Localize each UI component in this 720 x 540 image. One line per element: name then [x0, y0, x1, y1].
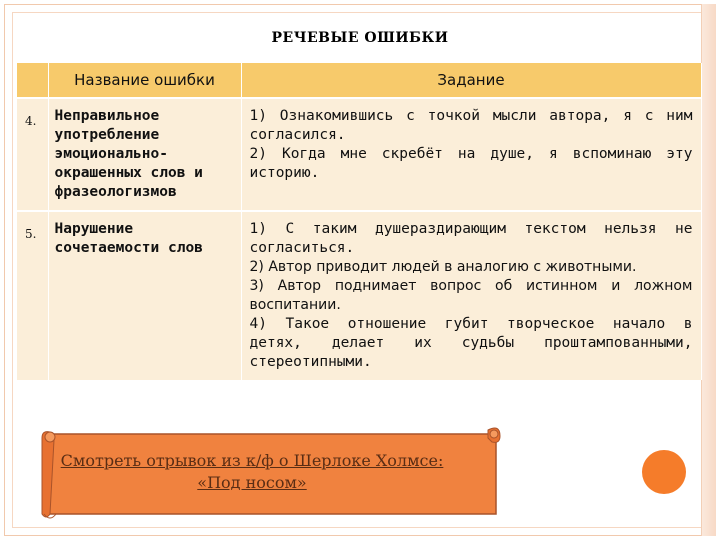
error-name: Неправильное употребление эмоционально-окрашенных слов и фразеологизмов — [48, 98, 241, 211]
errors-table — [17, 63, 702, 380]
film-clip-link[interactable]: Смотреть отрывок из к/ф о Шерлоке Холмсе: «Под носом» — [60, 451, 444, 492]
task-item: 2) Автор приводит людей в аналогию с животными. — [249, 259, 637, 275]
header-error-name: Название ошибки — [48, 63, 241, 98]
task-item: 1) Ознакомившись с точкой мысли автора, я с ним согласился. — [249, 108, 693, 143]
task-item: 4) Такое отношение губит творческое начало в детях, делает их судьбы проштампованными, стереотипными. — [249, 316, 693, 370]
slide-title: РЕЧЕВЫЕ ОШИБКИ — [271, 30, 449, 46]
decorative-side-strip — [701, 4, 716, 536]
task-cell — [241, 98, 701, 211]
task-item: 2) Когда мне скребёт на душе, я вспоминаю эту историю. — [249, 146, 693, 181]
decorative-circle — [642, 450, 686, 494]
task-cell — [241, 211, 701, 380]
table-row — [17, 211, 701, 380]
task-item: 1) С таким душераздирающим текстом нельзя не согласиться. — [249, 221, 693, 256]
task-item: 3) Автор поднимает вопрос об истинном и ложном воспитании. — [249, 278, 693, 313]
row-number: 4. — [17, 98, 48, 211]
table-row — [17, 98, 701, 211]
table-header-row — [17, 63, 701, 98]
header-num — [17, 63, 48, 98]
error-name: Нарушение сочетаемости слов — [48, 211, 241, 380]
header-task: Задание — [241, 63, 701, 98]
row-number: 5. — [17, 211, 48, 380]
